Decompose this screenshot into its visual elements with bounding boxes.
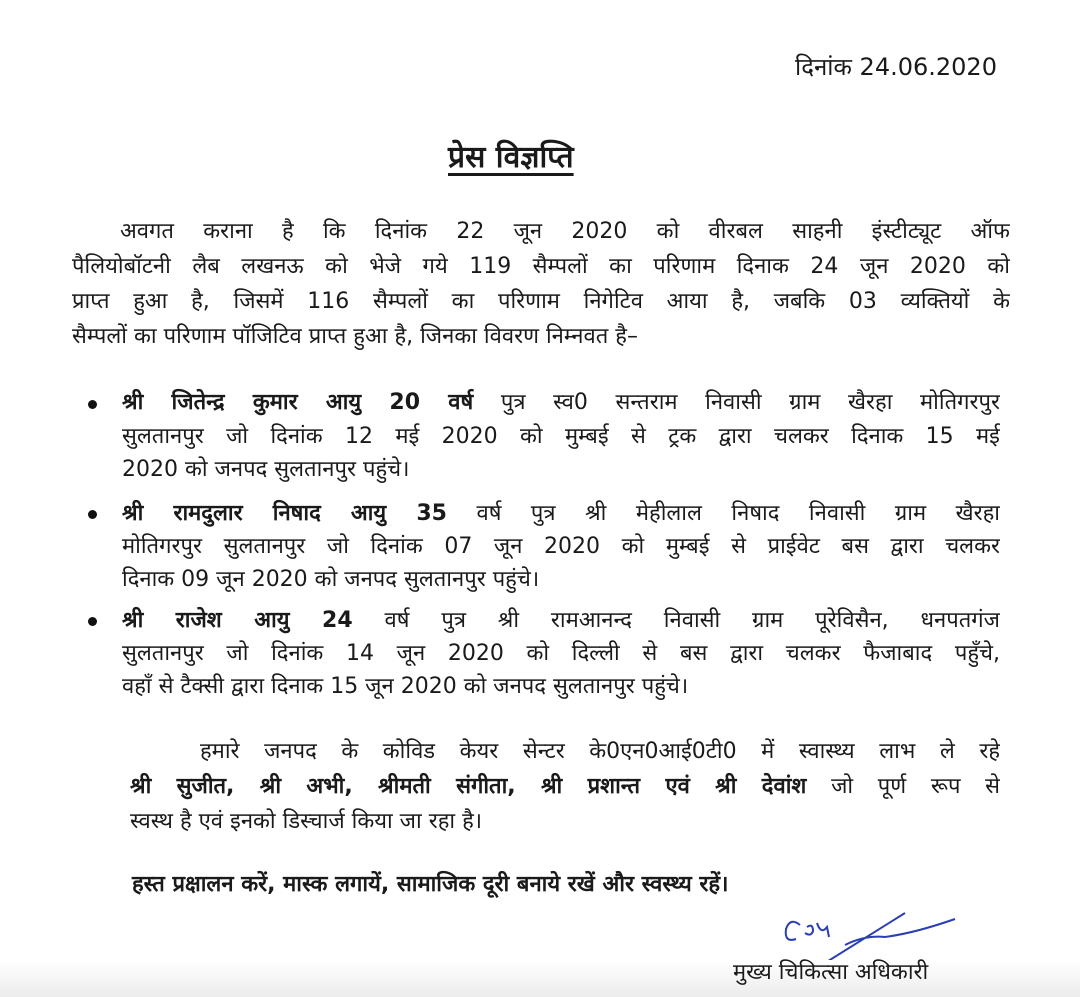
list-item-line: दिनाक 09 जून 2020 को जनपद सुलतानपुर पहुंचे।: [122, 567, 540, 592]
list-item-line: [122, 388, 1000, 418]
health-slogan: हस्त प्रक्षालन करें, मास्क लगायें, सामाजिक दूरी बनाये रखें और स्वस्थ्य रहें।: [132, 872, 729, 897]
discharge-line: स्वस्थ है एवं इनको डिस्चार्ज किया जा रहा है।: [130, 809, 483, 834]
discharge-line: [130, 772, 1000, 802]
intro-line: सैम्पलों का परिणाम पॉजिटिव प्राप्त हुआ है, जिनका विवरण निम्नवत है–: [72, 324, 638, 349]
list-item-text: वर्ष पुत्र श्री मेहीलाल निषाद निवासी ग्राम खैरहा: [446, 501, 1000, 526]
signatory-title: मुख्य चिकित्सा अधिकारी: [733, 960, 929, 985]
list-item-text: पुत्र स्व0 सन्तराम निवासी ग्राम खैरहा मोतिगरपुर: [473, 390, 1000, 415]
list-item-line: [122, 499, 1000, 529]
intro-line: प्राप्त हुआ है, जिसमें 116 सैम्पलों का परिणाम निगेटिव आया है, जबकि 03 व्यक्तियों के: [72, 289, 1010, 314]
bullet-icon: [88, 510, 97, 519]
list-item-text: वर्ष पुत्र श्री रामआनन्द निवासी ग्राम पूरेविसैन, धनपतगंज: [352, 608, 1000, 633]
list-item-line: वहाँ से टैक्सी द्वारा दिनाक 15 जून 2020 को जनपद सुलतानपुर पहुंचे।: [122, 674, 689, 699]
person-name: श्री जितेन्द्र कुमार आयु 20 वर्ष: [122, 390, 474, 415]
page-title: प्रेस विज्ञप्ति: [448, 140, 574, 175]
bullet-icon: [88, 400, 97, 409]
list-item-line: 2020 को जनपद सुलतानपुर पहुंचे।: [122, 457, 410, 482]
discharge-line: हमारे जनपद के कोविड केयर सेन्टर के0एन0आई0टी0 में स्वास्थ्य लाभ ले रहे: [200, 739, 1000, 764]
list-item-line: सुलतानपुर जो दिनांक 14 जून 2020 को दिल्ली से बस द्वारा चलकर फैजाबाद पहुँचे,: [122, 641, 1000, 666]
discharge-text: जो पूर्ण रूप से: [806, 774, 1000, 799]
intro-line: पैलियोबॉटनी लैब लखनऊ को भेजे गये 119 सैम्पलों का परिणाम दिनाक 24 जून 2020 को: [72, 254, 1010, 279]
person-name: श्री रामदुलार निषाद आयु 35: [122, 501, 447, 526]
list-item-line: मोतिगरपुर सुलतानपुर जो दिनांक 07 जून 2020 को मुम्बई से प्राईवेट बस द्वारा चलकर: [122, 534, 1000, 559]
person-name: श्री राजेश आयु 24: [122, 608, 353, 633]
discharged-names: श्री सुजीत, श्री अभी, श्रीमती संगीता, श्री प्रशान्त एवं श्री देवांश: [130, 774, 807, 799]
document-date: दिनांक 24.06.2020: [795, 53, 997, 81]
list-item-line: सुलतानपुर जो दिनांक 12 मई 2020 को मुम्बई से ट्रक द्वारा चलकर दिनाक 15 मई: [122, 424, 1000, 449]
intro-line: अवगत कराना है कि दिनांक 22 जून 2020 को वीरबल साहनी इंस्टीट्यूट ऑफ: [120, 219, 1010, 244]
list-item-line: [122, 606, 1000, 636]
bullet-icon: [88, 617, 97, 626]
